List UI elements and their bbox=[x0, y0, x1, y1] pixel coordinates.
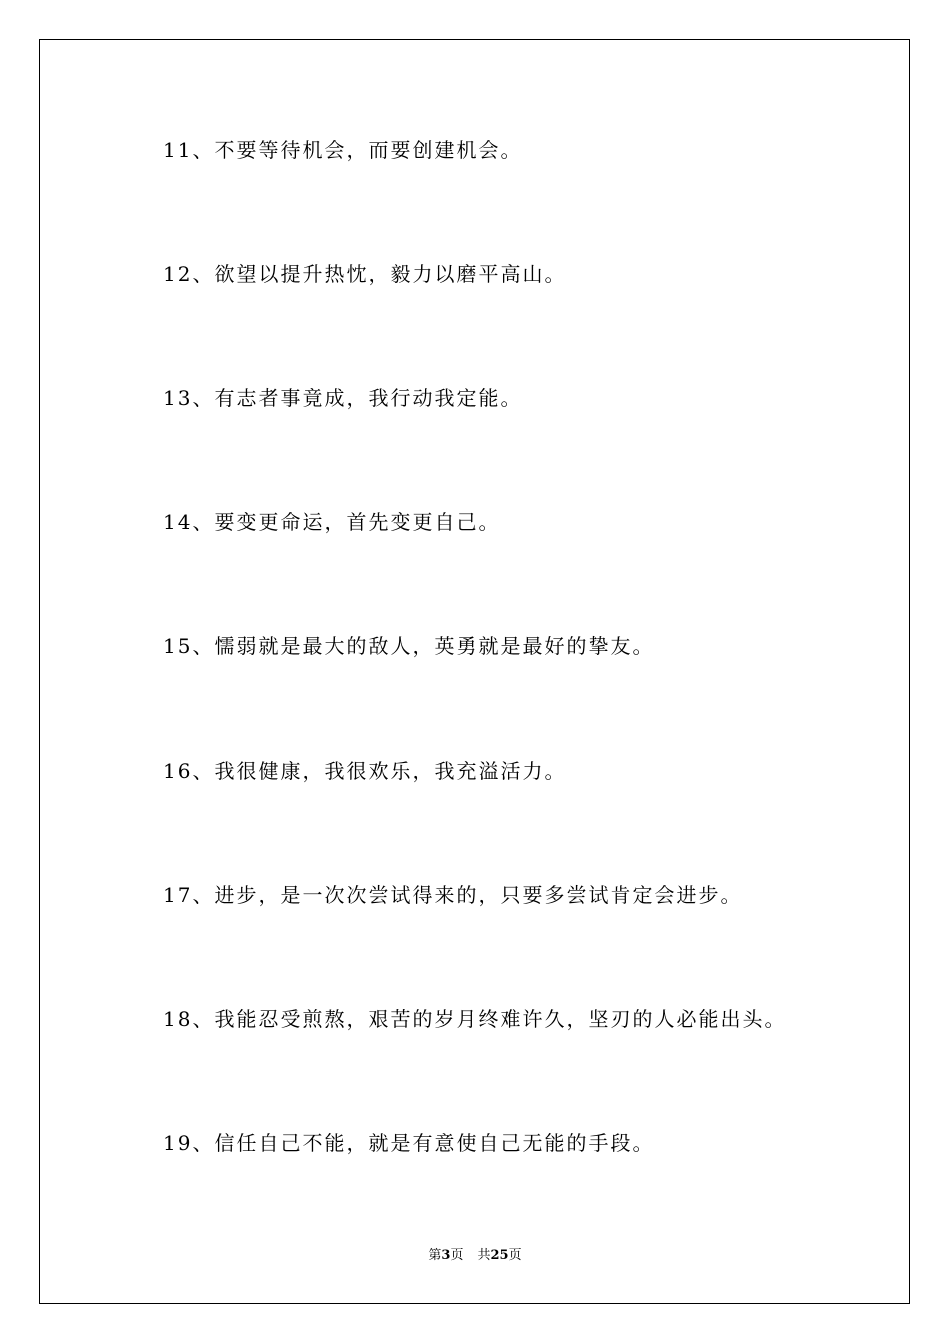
page-border bbox=[39, 39, 910, 1304]
page-number-label: 第3页 bbox=[428, 1248, 464, 1263]
quote-item: 15、懦弱就是最大的敌人，英勇就是最好的挚友。 bbox=[163, 634, 655, 658]
page-footer bbox=[0, 1247, 950, 1265]
total-pages-label: 共25页 bbox=[477, 1248, 522, 1263]
quote-item: 11、不要等待机会，而要创建机会。 bbox=[163, 138, 523, 162]
quote-item: 19、信任自己不能，就是有意使自己无能的手段。 bbox=[163, 1131, 655, 1155]
total-page-count: 25 bbox=[490, 1248, 509, 1263]
quote-item: 17、进步，是一次次尝试得来的，只要多尝试肯定会进步。 bbox=[163, 883, 743, 907]
quote-item: 18、我能忍受煎熬，艰苦的岁月终难许久，坚刃的人必能出头。 bbox=[163, 1007, 787, 1031]
quote-item: 16、我很健康，我很欢乐，我充溢活力。 bbox=[163, 759, 567, 783]
quote-item: 13、有志者事竟成，我行动我定能。 bbox=[163, 386, 523, 410]
current-page-number: 3 bbox=[441, 1248, 451, 1263]
quote-item: 12、欲望以提升热忱，毅力以磨平高山。 bbox=[163, 262, 567, 286]
quote-item: 14、要变更命运，首先变更自己。 bbox=[163, 510, 501, 534]
